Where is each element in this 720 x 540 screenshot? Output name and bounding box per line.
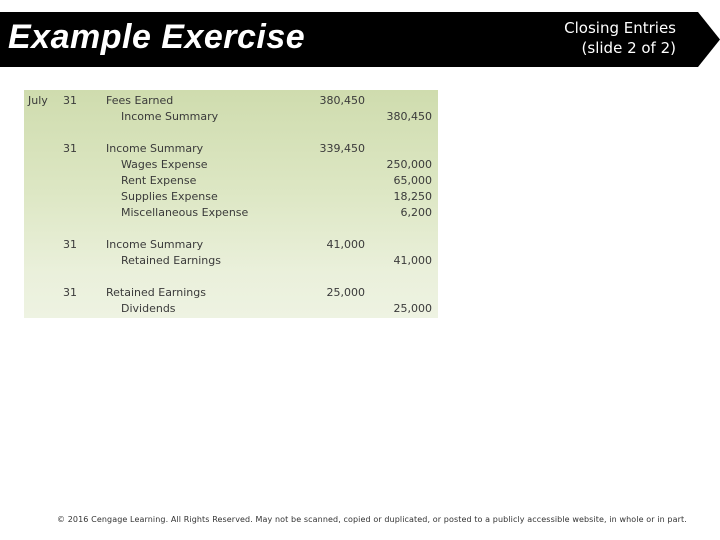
debit-amount: 380,450 (319, 94, 365, 107)
account-title: Income Summary (106, 142, 204, 155)
debit-amount: 339,450 (319, 142, 365, 155)
subtitle-line-2: (slide 2 of 2) (581, 39, 676, 57)
journal-row (24, 141, 438, 157)
journal-row (24, 301, 438, 317)
account-title: Rent Expense (121, 174, 197, 187)
account-title: Retained Earnings (106, 286, 206, 299)
account-title: Wages Expense (121, 158, 208, 171)
journal-row (24, 253, 438, 269)
journal-row (24, 93, 438, 109)
slide-title: Example Exercise (8, 18, 306, 56)
entry-day: 31 (63, 142, 77, 155)
credit-amount: 25,000 (393, 302, 432, 315)
journal-row (24, 189, 438, 205)
journal-entries-table (24, 90, 438, 318)
account-title: Income Summary (106, 238, 204, 251)
entry-day: 31 (63, 94, 77, 107)
credit-amount: 65,000 (393, 174, 432, 187)
account-title: Retained Earnings (121, 254, 221, 267)
account-title: Dividends (121, 302, 176, 315)
slide-subtitle (564, 18, 676, 58)
subtitle-line-1: Closing Entries (564, 19, 676, 37)
journal-row (24, 173, 438, 189)
credit-amount: 18,250 (393, 190, 432, 203)
journal-row (24, 109, 438, 125)
account-title: Income Summary (121, 110, 219, 123)
account-title: Fees Earned (106, 94, 174, 107)
journal-row (24, 237, 438, 253)
debit-amount: 25,000 (326, 286, 365, 299)
journal-row (24, 205, 438, 221)
debit-amount: 41,000 (326, 238, 365, 251)
title-banner (0, 12, 720, 67)
credit-amount: 380,450 (386, 110, 432, 123)
entry-day: 31 (63, 238, 77, 251)
copyright-notice: © 2016 Cengage Learning. All Rights Reserved. May not be scanned, copied or duplicated, or posted to a publicly accessible website, in whole or in part. (57, 515, 687, 524)
credit-amount: 41,000 (393, 254, 432, 267)
account-title: Supplies Expense (121, 190, 218, 203)
journal-row (24, 157, 438, 173)
entry-month: July (28, 94, 48, 107)
journal-row (24, 285, 438, 301)
credit-amount: 250,000 (386, 158, 432, 171)
entry-day: 31 (63, 286, 77, 299)
account-title: Miscellaneous Expense (121, 206, 249, 219)
credit-amount: 6,200 (400, 206, 432, 219)
